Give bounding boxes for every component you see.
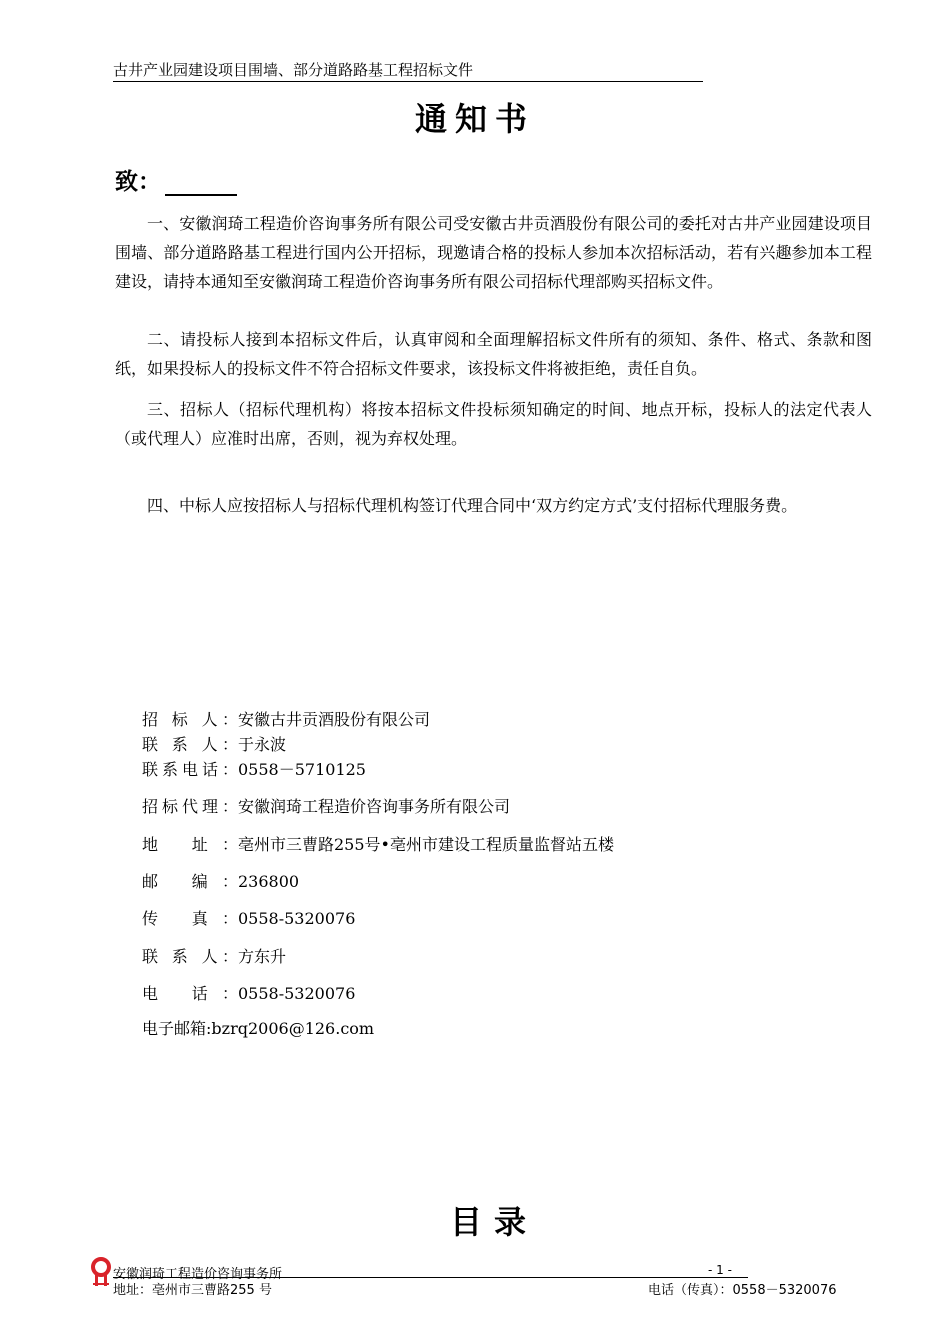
postcode-value: 236800 [238,872,300,891]
footer-company: 安徽润琦工程造价咨询事务所 [113,1267,283,1282]
company-logo-icon [90,1256,112,1288]
footer-divider [113,1277,748,1278]
footer-address: 地址：亳州市三曹路255 号 [113,1283,272,1298]
contact1-label: 联 系 人： [142,735,238,754]
address-row [142,832,614,855]
address-value: 亳州市三曹路255号•亳州市建设工程质量监督站五楼 [238,835,614,854]
contact1-row [142,732,286,755]
notice-paragraph-2: 二、请投标人接到本招标文件后，认真审阅和全面理解招标文件所有的须知、条件、格式、条款和图纸，如果投标人的投标文件不符合招标文件要求，该投标文件将被拒绝，责任自负。 [115,330,872,378]
phone1-row [142,757,366,780]
fax-label: 传 真： [142,909,238,928]
postcode-row [142,869,299,892]
recipient-blank [165,170,237,196]
address-label: 地 址： [142,835,238,854]
postcode-label: 邮 编： [142,872,238,891]
recipient-label: 致： [115,169,161,195]
agent-row [142,794,510,817]
phone2-value: 0558-5320076 [238,984,356,1003]
contact1-value: 于永波 [238,735,287,754]
email-value: bzrq2006@126.com [211,1019,375,1038]
notice-paragraph-4: 四、中标人应按招标人与招标代理机构签订代理合同中‘双方约定方式’支付招标代理服务费。 [147,496,798,515]
tenderer-value: 安徽古井贡酒股份有限公司 [238,710,431,729]
phone1-label: 联系电话： [142,760,238,779]
phone2-label: 电 话： [142,984,238,1003]
contact2-value: 方东升 [238,947,287,966]
notice-paragraph-1: 一、安徽润琦工程造价咨询事务所有限公司受安徽古井贡酒股份有限公司的委托对古井产业园建设项目围墙、部分道路路基工程进行国内公开招标，现邀请合格的投标人参加本次招标活动，若有兴趣参加本工程建设，请持本通知至安徽润琦工程造价咨询事务所有限公司招标代理部购买招标文件。 [115,214,872,291]
phone1-value: 0558－5710125 [238,760,366,779]
agent-value: 安徽润琦工程造价咨询事务所有限公司 [238,797,511,816]
tenderer-label: 招 标 人： [142,710,238,729]
tenderer-row [142,707,430,730]
recipient-line [115,163,237,196]
notice-title: 通知书 [414,100,535,138]
toc-title: 目录 [449,1203,538,1241]
email-label: 电子邮箱: [142,1019,212,1038]
email-row [142,1016,374,1039]
phone2-row [142,981,355,1004]
fax-value: 0558-5320076 [238,909,356,928]
page-header-title: 古井产业园建设项目围墙、部分道路路基工程招标文件 [113,59,703,82]
footer-phone: 电话（传真）：0558－5320076 [648,1283,837,1298]
contact2-row [142,944,286,967]
fax-row [142,906,355,929]
footer-page-number: - 1 - [708,1263,732,1277]
contact2-label: 联 系 人： [142,947,238,966]
agent-label: 招标代理： [142,797,238,816]
notice-paragraph-3: 三、招标人（招标代理机构）将按本招标文件投标须知确定的时间、地点开标，投标人的法定代表人（或代理人）应准时出席，否则，视为弃权处理。 [115,400,872,448]
